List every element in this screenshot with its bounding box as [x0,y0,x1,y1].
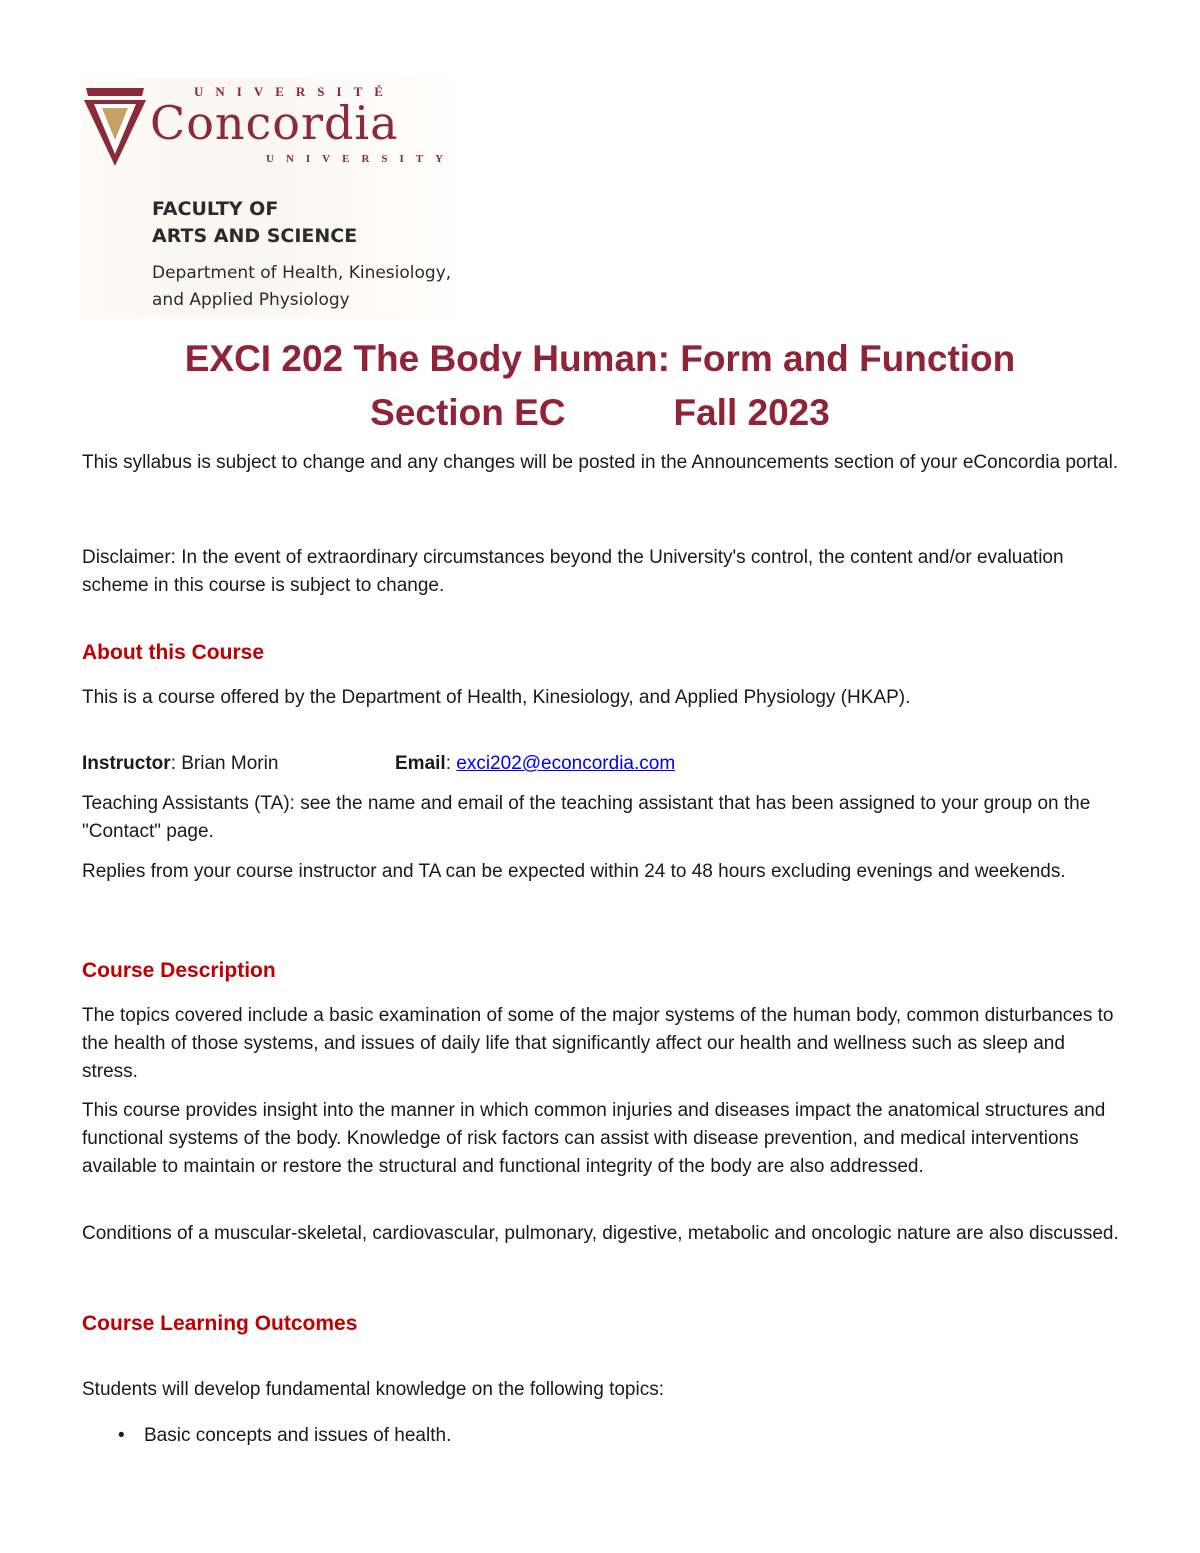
description-paragraph-1: The topics covered include a basic examination of some of the major systems of the human body, common disturbances to the health of those systems, and issues of daily life that significantly affect our health and wellness such as sleep and stress. [82,1005,1114,1082]
department-line-2: and Applied Physiology [152,290,350,310]
outcomes-intro: Students will develop fundamental knowledge on the following topics: [82,1379,664,1400]
outcomes-heading: Course Learning Outcomes [82,1312,358,1335]
course-section: Section EC [370,392,566,433]
ta-text: Teaching Assistants (TA): see the name and email of the teaching assistant that has been assigned to your group on the "Contact" page. [82,793,1091,842]
course-section-term [0,392,1200,434]
instructor-name: : Brian Morin [170,753,279,774]
description-heading: Course Description [82,959,276,982]
faculty-name [152,196,357,250]
faculty-line-2: ARTS AND SCIENCE [152,225,358,247]
instructor-line [82,750,1122,778]
department-line-1: Department of Health, Kinesiology, [152,263,452,283]
description-paragraph-2: This course provides insight into the manner in which common injuries and diseases impact the anatomical structures and functional systems of the body. Knowledge of risk factors can assist with disease prevention, and medical interventions available to maintain or restore the structural and functional integrity of the body are also addressed. [82,1100,1106,1177]
list-item-text: Basic concepts and issues of health. [144,1425,452,1446]
email-separator: : [445,753,457,774]
email-link[interactable]: exci202@econcordia.com [456,753,676,774]
course-term: Fall 2023 [673,392,830,433]
about-text: This is a course offered by the Department of Health, Kinesiology, and Applied Physiology (HKAP). [82,687,911,708]
disclaimer-text: Disclaimer: In the event of extraordinary circumstances beyond the University's control, the content and/or evaluation scheme in this course is subject to change. [82,547,1064,596]
concordia-seal-icon [82,82,148,170]
description-paragraph-3: Conditions of a muscular-skeletal, cardiovascular, pulmonary, digestive, metabolic and oncologic nature are also discussed. [82,1223,1119,1244]
list-item [118,1422,451,1450]
instructor-label: Instructor [82,753,171,774]
syllabus-note: This syllabus is subject to change and any changes will be posted in the Announcements section of your eConcordia portal. [82,452,1119,473]
faculty-line-1: FACULTY OF [152,198,279,220]
email-label: Email [395,753,446,774]
email-field [395,750,675,778]
concordia-logo [82,78,462,318]
about-heading: About this Course [82,641,264,664]
logo-university-text: UNIVERSITY [266,153,456,165]
course-title: EXCI 202 The Body Human: Form and Function [184,338,1016,379]
department-name [152,260,451,314]
bullet-icon: • [118,1425,125,1446]
logo-universite-text: UNIVERSITÉ [194,84,395,99]
replies-text: Replies from your course instructor and TA can be expected within 24 to 48 hours excluding evenings and weekends. [82,861,1066,882]
logo-wordmark: Concordia [150,96,399,150]
